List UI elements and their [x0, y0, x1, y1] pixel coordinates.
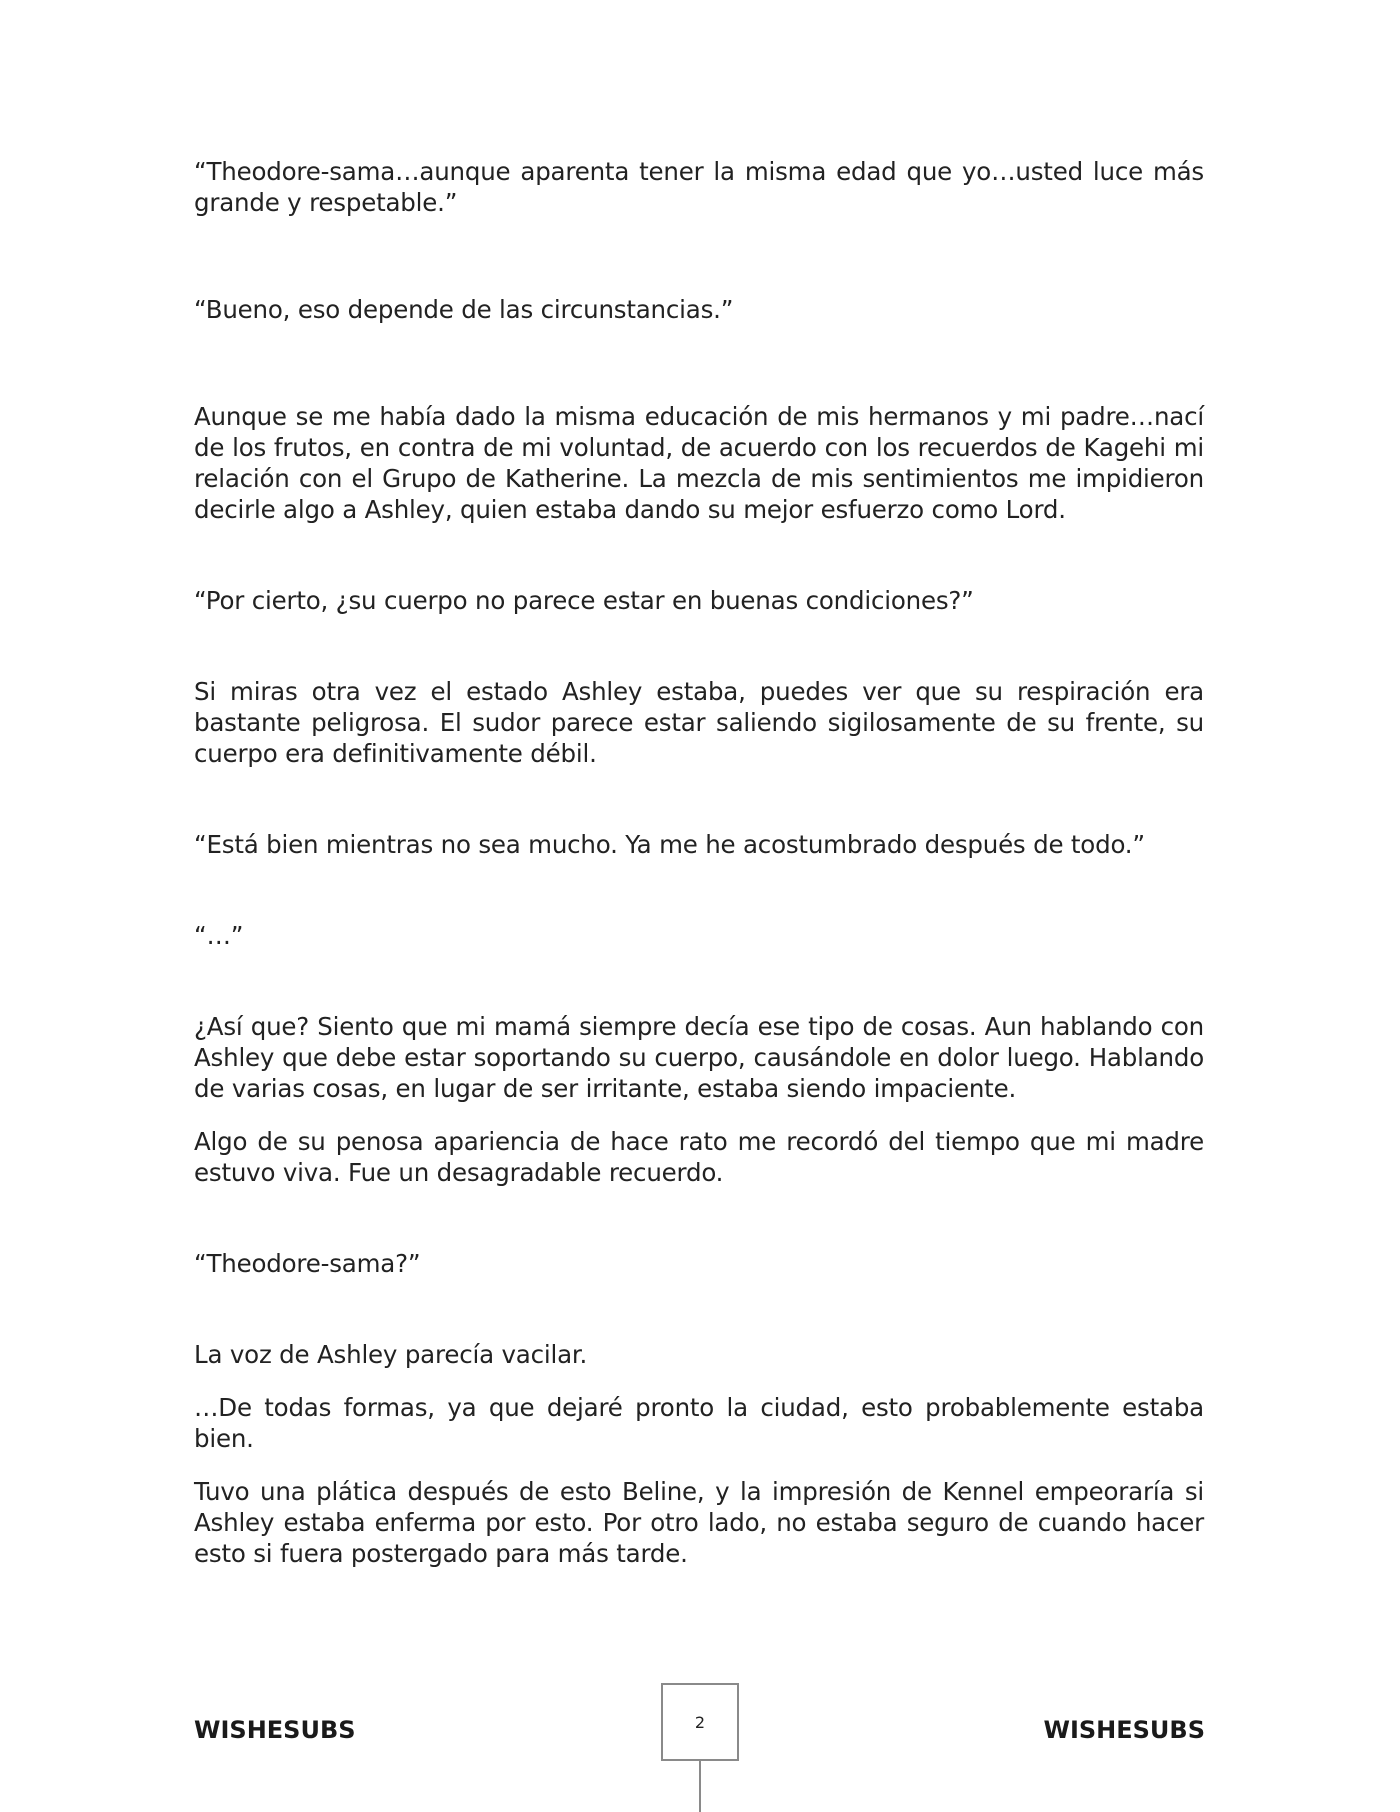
- footer-brand-left: WISHESUBS: [194, 1716, 356, 1744]
- paragraph: “Theodore-sama…aunque aparenta tener la misma edad que yo…usted luce más grande y respetable.”: [194, 157, 1204, 217]
- paragraph: Si miras otra vez el estado Ashley estaba, puedes ver que su respiración era bastante peligrosa. El sudor parece estar saliendo sigilosamente de su frente, su cuerpo era definitivamente débil.: [194, 677, 1204, 768]
- paragraph: “Está bien mientras no sea mucho. Ya me he acostumbrado después de todo.”: [194, 830, 1145, 859]
- paragraph: “…”: [194, 921, 244, 950]
- paragraph: Tuvo una plática después de esto Beline, y la impresión de Kennel empeoraría si Ashley estaba enferma por esto. Por otro lado, no estaba seguro de cuando hacer esto si fuera postergado para más tarde.: [194, 1477, 1204, 1568]
- paragraph: “Por cierto, ¿su cuerpo no parece estar en buenas condiciones?”: [194, 586, 974, 615]
- paragraph: ¿Así que? Siento que mi mamá siempre decía ese tipo de cosas. Aun hablando con Ashley que debe estar soportando su cuerpo, causándole en dolor luego. Hablando de varias cosas, en lugar de ser irritante, estaba siendo impaciente.: [194, 1012, 1204, 1103]
- paragraph: La voz de Ashley parecía vacilar.: [194, 1340, 588, 1369]
- page-number-stem: [699, 1761, 701, 1812]
- paragraph: “Bueno, eso depende de las circunstancias.”: [194, 295, 734, 324]
- paragraph: …De todas formas, ya que dejaré pronto la ciudad, esto probablemente estaba bien.: [194, 1393, 1204, 1453]
- document-body: [194, 156, 1204, 1569]
- footer-brand-right: WISHESUBS: [1043, 1716, 1205, 1744]
- paragraph: “Theodore-sama?”: [194, 1249, 421, 1278]
- page-number-box: [661, 1683, 739, 1761]
- paragraph: Algo de su penosa apariencia de hace rato me recordó del tiempo que mi madre estuvo viva. Fue un desagradable recuerdo.: [194, 1127, 1204, 1187]
- page-number: 2: [694, 1712, 706, 1732]
- paragraph: Aunque se me había dado la misma educación de mis hermanos y mi padre…nací de los frutos, en contra de mi voluntad, de acuerdo con los recuerdos de Kagehi mi relación con el Grupo de Katherine. La mezcla de mis sentimientos me impidieron decirle algo a Ashley, quien estaba dando su mejor esfuerzo como Lord.: [194, 402, 1204, 524]
